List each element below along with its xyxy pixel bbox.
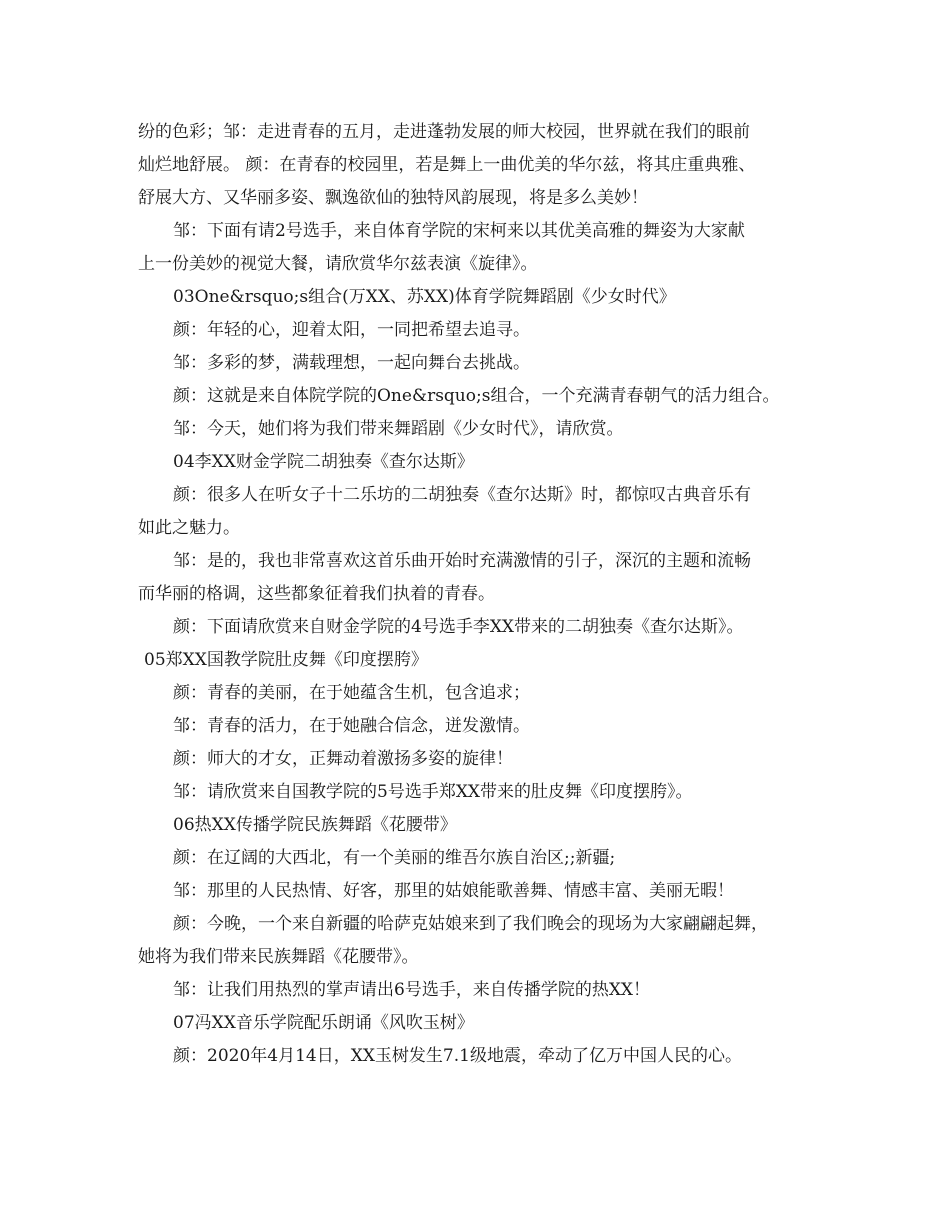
text-line: 颜：青春的美丽，在于她蕴含生机，包含追求； [173, 683, 530, 703]
text-line: 如此之魅力。 [138, 518, 240, 538]
text-line: 舒展大方、又华丽多姿、飘逸欲仙的独特风韵展现，将是多么美妙！ [138, 188, 648, 208]
text-line: 颜：在辽阔的大西北，有一个美丽的维吾尔族自治区;;新疆; [173, 848, 616, 868]
text-line: 05郑XX国教学院肚皮舞《印度摆胯》 [144, 650, 428, 670]
text-line: 颜：年轻的心，迎着太阳，一同把希望去追寻。 [173, 320, 530, 340]
text-line: 邹：下面有请2号选手，来自体育学院的宋柯来以其优美高雅的舞姿为大家献 [173, 221, 745, 241]
text-line: 她将为我们带来民族舞蹈《花腰带》。 [138, 947, 419, 967]
text-line: 邹：那里的人民热情、好客，那里的姑娘能歌善舞、情感丰富、美丽无暇！ [173, 881, 734, 901]
text-line: 邹：多彩的梦，满载理想，一起向舞台去挑战。 [173, 353, 530, 373]
text-line: 邹：今天，她们将为我们带来舞蹈剧《少女时代》，请欣赏。 [173, 419, 624, 439]
text-line: 邹：青春的活力，在于她融合信念，迸发激情。 [173, 716, 530, 736]
text-line: 03One&rsquo;s组合(万XX、苏XX)体育学院舞蹈剧《少女时代》 [173, 287, 676, 307]
text-line: 06热XX传播学院民族舞蹈《花腰带》 [173, 815, 457, 835]
text-line: 颜：这就是来自体院学院的One&rsquo;s组合，一个充满青春朝气的活力组合。 [173, 386, 780, 406]
text-line: 颜：下面请欣赏来自财金学院的4号选手李XX带来的二胡独奏《查尔达斯》。 [173, 617, 744, 637]
text-line: 而华丽的格调，这些都象征着我们执着的青春。 [138, 584, 495, 604]
document-body [138, 116, 828, 1073]
text-line: 颜：很多人在听女子十二乐坊的二胡独奏《查尔达斯》时，都惊叹古典音乐有 [173, 485, 751, 505]
text-line: 邹：是的，我也非常喜欢这首乐曲开始时充满激情的引子，深沉的主题和流畅 [173, 551, 751, 571]
text-line: 颜：2020年4月14日，XX玉树发生7.1级地震，牵动了亿万中国人民的心。 [173, 1046, 742, 1066]
text-line: 纷的色彩；邹：走进青春的五月，走进蓬勃发展的师大校园，世界就在我们的眼前 [138, 122, 750, 142]
text-line: 上一份美妙的视觉大餐，请欣赏华尔兹表演《旋律》。 [138, 254, 538, 274]
text-line: 颜：师大的才女，正舞动着激扬多姿的旋律！ [173, 749, 513, 769]
text-line: 04李XX财金学院二胡独奏《查尔达斯》 [173, 452, 474, 472]
text-line: 邹：请欣赏来自国教学院的5号选手郑XX带来的肚皮舞《印度摆胯》。 [173, 782, 693, 802]
text-line: 07冯XX音乐学院配乐朗诵《风吹玉树》 [173, 1013, 474, 1033]
text-line: 颜：今晚，一个来自新疆的哈萨克姑娘来到了我们晚会的现场为大家翩翩起舞， [173, 914, 768, 934]
text-line: 灿烂地舒展。 颜：在青春的校园里，若是舞上一曲优美的华尔兹，将其庄重典雅、 [138, 155, 756, 175]
text-line: 邹：让我们用热烈的掌声请出6号选手，来自传播学院的热XX！ [173, 980, 651, 1000]
